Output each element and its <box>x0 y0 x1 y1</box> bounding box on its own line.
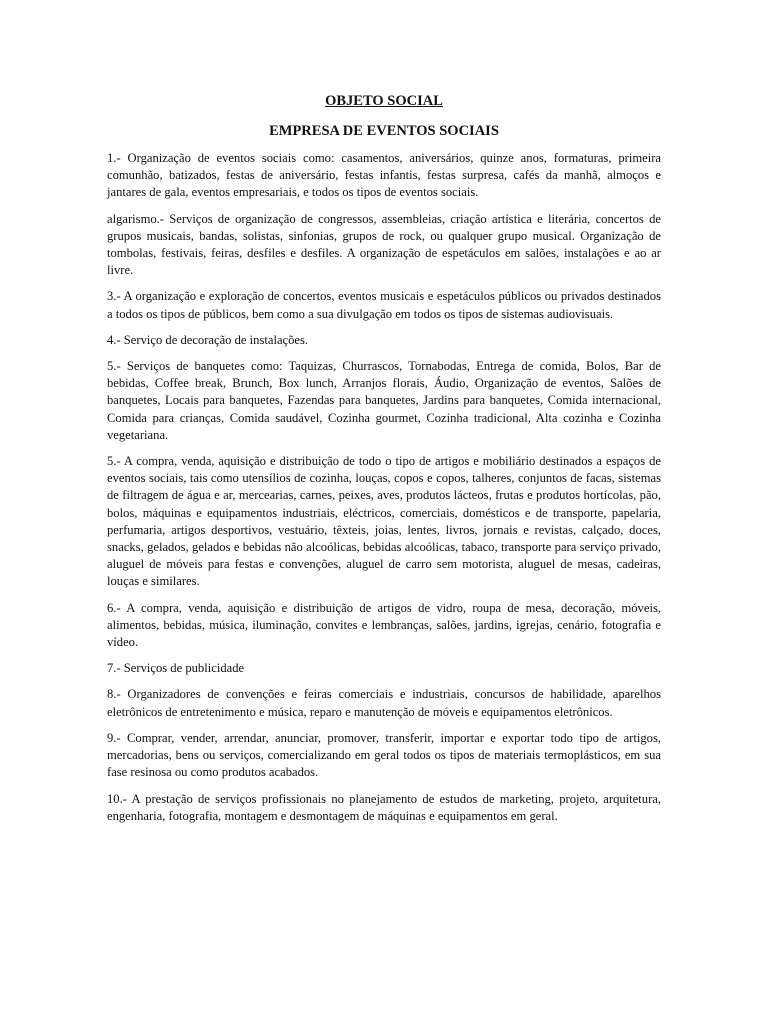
document-subtitle: EMPRESA DE EVENTOS SOCIAIS <box>269 123 499 139</box>
paragraph-6: 5.- A compra, venda, aquisição e distribuição de todo o tipo de artigos e mobiliário destinados a espaços de eventos sociais, tais como utensílios de cozinha, louças, copos e copos, talheres, conjuntos de facas, sistemas de filtragem de água e ar, mercearias, carnes, peixes, aves, produtos lácteos, frutas e produtos hortícolas, pão, bolos, máquinas e equipamentos industriais, eléctricos, comerciais, domésticos e de transporte, papelaria, perfumaria, artigos desportivos, vestuário, têxteis, joias, lentes, livros, jornais e revistas, calçado, doces, snacks, gelados, gelados e bebidas não alcoólicas, bebidas alcoólicas, tabaco, transporte para serviço privado, aluguel de móveis para festas e convenções, aluguel de carro sem motorista, aluguel de mesas, cadeiras, louças e similares. <box>107 454 661 589</box>
document-title: OBJETO SOCIAL <box>325 93 443 109</box>
paragraph-3: 3.- A organização e exploração de concertos, eventos musicais e espetáculos públicos ou privados destinados a todos os tipos de públicos, bem como a sua divulgação em todos os tipos de sistemas audiovisuais. <box>107 289 661 321</box>
paragraph-7: 6.- A compra, venda, aquisição e distribuição de artigos de vidro, roupa de mesa, decoração, móveis, alimentos, bebidas, música, iluminação, convites e lembranças, salões, jardins, igrejas, cenário, fotografia e vídeo. <box>107 600 661 650</box>
paragraph-2: algarismo.- Serviços de organização de congressos, assembleias, criação artística e literária, concertos de grupos musicais, bandas, solistas, sinfonias, grupos de rock, ou qualquer grupo musical. Organização de tombolas, festivais, feiras, desfiles e desfiles. A organização de espetáculos em salões, instalações e ao ar livre. <box>107 211 661 278</box>
paragraph-1: 1.- Organização de eventos sociais como: casamentos, aniversários, quinze anos, formaturas, primeira comunhão, batizados, festas de aniversário, festas infantis, festas surpresa, cafés da manhã, almoços e jantares de gala, eventos empresariais, e todos os tipos de eventos sociais. <box>107 151 661 200</box>
paragraph-11: 10.- A prestação de serviços profissionais no planejamento de estudos de marketing, projeto, arquitetura, engenharia, fotografia, montagem e desmontagem de máquinas e equipamentos em geral. <box>107 791 661 823</box>
paragraph-5: 5.- Serviços de banquetes como: Taquizas, Churrascos, Tornabodas, Entrega de comida, Bolos, Bar de bebidas, Coffee break, Brunch, Box lunch, Arranjos florais, Áudio, Organização de eventos, Salões de banquetes, Locais para banquetes, Fazendas para banquetes, Jardins para banquetes, Comida internacional, Comida para crianças, Comida saudável, Cozinha gourmet, Cozinha tradicional, Alta cozinha e Cozinha vegetariana. <box>107 359 661 442</box>
paragraph-4: 4.- Serviço de decoração de instalações. <box>107 332 309 347</box>
paragraph-8: 7.- Serviços de publicidade <box>107 661 245 676</box>
paragraph-9: 8.- Organizadores de convenções e feiras comerciais e industriais, concursos de habilidade, aparelhos eletrônicos de entretenimento e música, reparo e manutenção de móveis e equipamentos eletrônicos. <box>107 687 661 719</box>
paragraph-10: 9.- Comprar, vender, arrendar, anunciar, promover, transferir, importar e exportar todo tipo de artigos, mercadorias, bens ou serviços, comercializando em geral todos os tipos de materiais termoplásticos, em sua fase resinosa ou como produtos acabados. <box>107 730 661 780</box>
document-page <box>107 92 661 834</box>
